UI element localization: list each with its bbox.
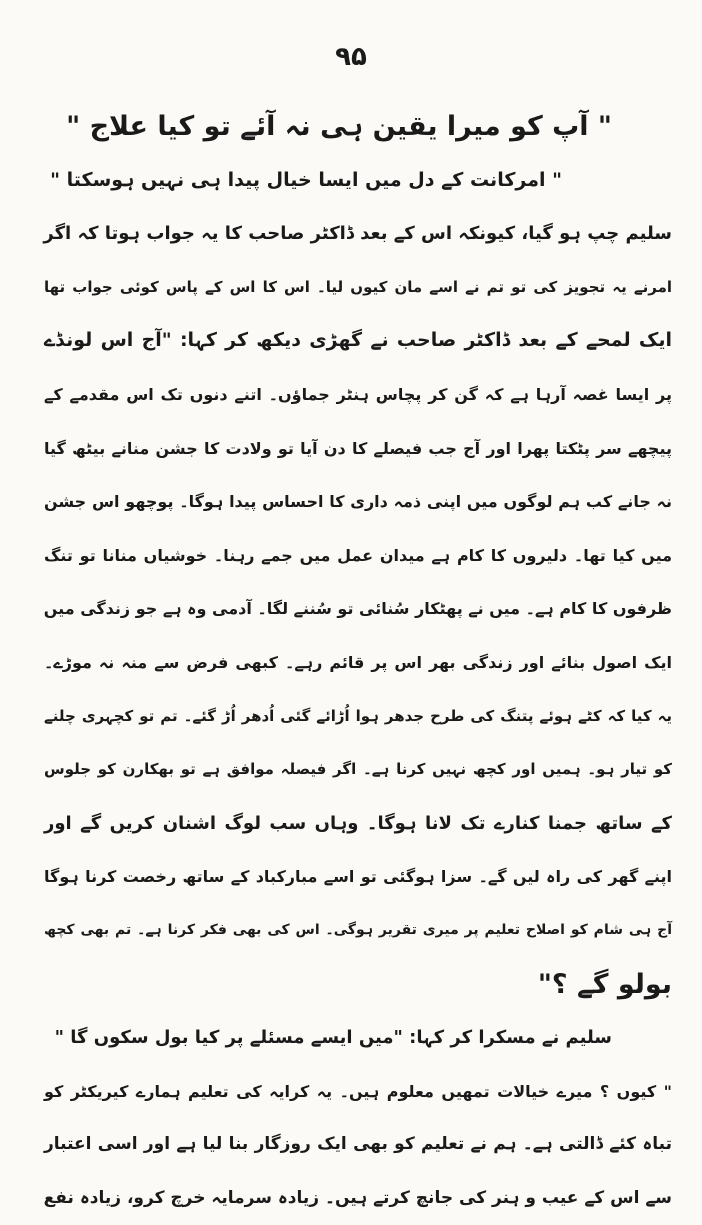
text-line: ایک لمحے کے بعد ڈاکٹر صاحب نے گھڑی دیکھ کر کہا: "آج اس لونڈے	[44, 329, 672, 352]
text-line: تباہ کئے ڈالتی ہے۔ ہم نے تعلیم کو بھی ایک روزگار بنا لیا ہے اور اسی اعتبار	[44, 1134, 672, 1155]
text-line: امرنے یہ تجویز کی تو تم نے اسے مان کیوں لیا۔ اس کا اس کے پاس کوئی جواب تھا	[44, 277, 672, 296]
text-line: سلیم چپ ہو گیا، کیونکہ اس کے بعد ڈاکٹر صاحب کا یہ جواب ہوتا کہ اگر	[43, 223, 672, 245]
text-line: آج ہی شام کو اصلاح تعلیم پر میری تقریر ہوگی۔ اس کی بھی فکر کرنا ہے۔ تم بھی کچھ	[44, 921, 672, 938]
text-line: سلیم نے مسکرا کر کہا: "میں ایسے مسئلے پر کیا بول سکوں گا "	[54, 1027, 612, 1049]
text-line: " آپ کو میرا یقین ہی نہ آئے تو کیا علاج "	[66, 111, 612, 142]
text-line: کو تیار ہو۔ ہمیں اور کچھ نہیں کرنا ہے۔ اگر فیصلہ موافق ہے تو بھکارن کو جلوس	[44, 760, 672, 779]
text-line: پیچھے سر پٹکتا پھرا اور آج جب فیصلے کا دن آیا تو ولادت کا جشن منانے بیٹھ گیا	[44, 438, 672, 458]
text-line: ایک اصول بنائے اور زندگی بھر اس پر قائم رہے۔ کبھی فرض سے منہ نہ موڑے۔	[44, 652, 672, 672]
body-text	[44, 100, 672, 1225]
text-line: اپنے گھر کی راہ لیں گے۔ سزا ہوگئی تو اسے مبارکباد کے ساتھ رخصت کرنا ہوگا	[44, 867, 672, 887]
text-line: میں کیا تھا۔ دلیروں کا کام ہے میدان عمل میں جمے رہنا۔ خوشیاں منانا تو تنگ	[44, 545, 672, 565]
text-line: یہ کیا کہ کٹے ہوئے پتنگ کی طرح جدھر ہوا اُڑائے گئی اُدھر اُڑ گئے۔ تم تو کچہری چلنے	[44, 706, 672, 725]
page-number: ۹۵	[335, 42, 367, 72]
text-line: " امرکانت کے دل میں ایسا خیال پیدا ہی نہیں ہوسکتا "	[50, 168, 562, 191]
text-line: سے اس کے عیب و ہنر کی جانچ کرتے ہیں۔ زیادہ سرمایہ خرچ کرو، زیادہ نفع	[43, 1187, 672, 1208]
text-line: پر ایسا غصہ آرہا ہے کہ گن کر پچاس ہنٹر جماؤں۔ اتنے دنوں تک اس مقدمے کے	[44, 384, 672, 404]
text-line: " کیوں ؟ میرے خیالات تمھیں معلوم ہیں۔ یہ کرایہ کی تعلیم ہمارے کیریکٹر کو	[44, 1081, 672, 1101]
text-line: کے ساتھ جمنا کنارے تک لانا ہوگا۔ وہاں سب لوگ اشنان کریں گے اور	[44, 812, 672, 834]
text-line: نہ جانے کب ہم لوگوں میں اپنی ذمہ داری کا احساس پیدا ہوگا۔ پوچھو اس جشن	[44, 492, 672, 512]
text-line: بولو گے ؟"	[537, 968, 672, 1000]
text-line: ظرفوں کا کام ہے۔ میں نے پھٹکار سُنائی تو سُننے لگا۔ آدمی وہ ہے جو زندگی میں	[43, 599, 672, 619]
